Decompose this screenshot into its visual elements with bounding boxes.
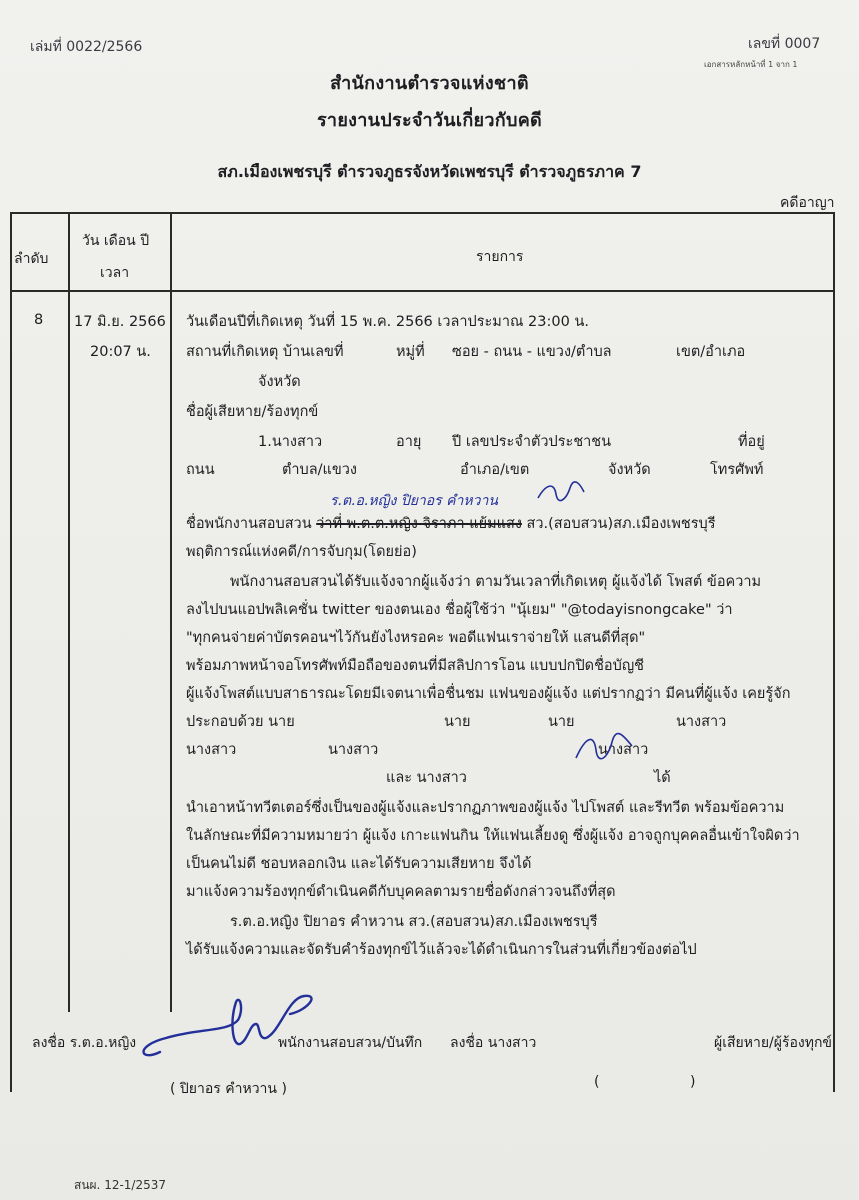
book-number: เล่มที่ 0022/2566: [30, 39, 143, 55]
victim-phone: โทรศัพท์: [710, 462, 764, 478]
place-district: เขต/อำเภอ: [676, 344, 746, 360]
summary-line-8: เป็นคนไม่ดี ชอบหลอกเงิน และได้รับความเสียหาย จึงได้: [186, 856, 532, 872]
summary-label: พฤติการณ์แห่งคดี/การจับกุม(โดยย่อ): [186, 544, 417, 560]
column-items-header: รายการ: [476, 249, 524, 265]
officer-position: สว.(สอบสวน)สภ.เมืองเพชรบุรี: [526, 516, 716, 532]
form-code: สนผ. 12-1/2537: [74, 1178, 167, 1192]
victim-id: ปี เลขประจำตัวประชาชน: [452, 434, 612, 450]
accused-miss-1: นางสาว: [676, 714, 727, 730]
officer-line: ร.ต.อ.หญิง ปิยาอร คำหวาน สว.(สอบสวน)สภ.เมืองเพชรบุรี: [230, 914, 598, 930]
place-soi-road: ซอย - ถนน - แขวง/ตำบล: [452, 344, 612, 360]
accused-miss-2: นางสาว: [186, 742, 237, 758]
victim-district: อำเภอ/เขต: [460, 462, 530, 478]
incident-datetime: วันเดือนปีที่เกิดเหตุ วันที่ 15 พ.ค. 2566 เวลาประมาณ 23:00 น.: [186, 314, 589, 330]
officer-printed-name: ( ปิยาอร คำหวาน ): [170, 1081, 287, 1097]
table-left-border: [10, 212, 12, 1092]
row-time: 20:07 น.: [90, 344, 151, 360]
accused-did: ได้: [654, 770, 671, 786]
accused-intro: ประกอบด้วย นาย: [186, 714, 295, 730]
accused-last: และ นางสาว: [386, 770, 467, 786]
table-header-border: [10, 290, 834, 292]
accused-miss-3: นางสาว: [328, 742, 379, 758]
report-title: รายงานประจำวันเกี่ยวกับคดี: [316, 110, 543, 131]
initial-signature: [536, 480, 586, 504]
column-time-header: เวลา: [100, 265, 130, 281]
victim-age: อายุ: [396, 434, 422, 450]
officer-sign-label: ลงชื่อ ร.ต.อ.หญิง: [32, 1035, 137, 1051]
station-name: สภ.เมืองเพชรบุรี ตำรวจภูธรจังหวัดเพชรบุรี ตำรวจภูธรภาค 7: [217, 162, 642, 181]
summary-line-5: ผู้แจ้งโพสต์แบบสาธารณะโดยมีเจตนาเพื่อชื่นชม แฟนของผู้แจ้ง แต่ปรากฏว่า มีคนที่ผู้แจ้ง เคยรู้จัก: [186, 686, 791, 702]
officer-label: ชื่อพนักงานสอบสวน: [186, 516, 312, 532]
victim-role: ผู้เสียหาย/ผู้ร้องทุกข์: [714, 1035, 832, 1051]
victim-name-close: ): [690, 1074, 696, 1090]
table-top-border: [10, 212, 834, 214]
victim-subdistrict: ตำบล/แขวง: [282, 462, 358, 478]
case-type: คดีอาญา: [780, 195, 835, 211]
officer-signature: [120, 980, 340, 1070]
handwritten-correction: ร.ต.อ.หญิง ปิยาอร คำหวาน: [330, 493, 498, 509]
table-right-border: [833, 212, 835, 1092]
row-number: 8: [34, 312, 44, 328]
page-note: เอกสารหลักหน้าที่ 1 จาก 1: [704, 60, 798, 69]
document-number: เลขที่ 0007: [748, 36, 821, 52]
summary-line-1: พนักงานสอบสวนได้รับแจ้งจากผู้แจ้งว่า ตามวันเวลาที่เกิดเหตุ ผู้แจ้งได้ โพสต์ ข้อความ: [230, 574, 762, 590]
place-province: จังหวัด: [258, 374, 301, 390]
summary-line-9: มาแจ้งความร้องทุกข์ดำเนินคดีกับบุคคลตามรายชื่อดังกล่าวจนถึงที่สุด: [186, 884, 616, 900]
victim-name: 1.นางสาว: [258, 434, 323, 450]
column-date-header: วัน เดือน ปี: [82, 233, 150, 249]
table-col2-border: [170, 212, 172, 1012]
agency-title: สำนักงานตำรวจแห่งชาติ: [330, 73, 529, 94]
closing-statement: ได้รับแจ้งความและจัดรับคำร้องทุกข์ไว้แล้วจะได้ดำเนินการในส่วนที่เกี่ยวข้องต่อไป: [186, 942, 697, 958]
victim-sign-label: ลงชื่อ นางสาว: [450, 1035, 537, 1051]
victim-address: ที่อยู่: [738, 434, 765, 450]
officer-role: พนักงานสอบสวน/บันทึก: [278, 1035, 423, 1051]
place-house-no: สถานที่เกิดเหตุ บ้านเลขที่: [186, 344, 344, 360]
accused-mr-2: นาย: [548, 714, 575, 730]
summary-line-6: นำเอาหน้าทวีตเตอร์ซึ่งเป็นของผู้แจ้งและปรากฏภาพของผู้แจ้ง ไปโพสต์ และรีทวีต พร้อมข้อความ: [186, 800, 785, 816]
summary-line-7: ในลักษณะที่มีความหมายว่า ผู้แจ้ง เกาะแฟนกิน ให้แฟนเลี้ยงดู ซึ่งผู้แจ้ง อาจถูกบุคคลอื่นเข้าใจผิดว่า: [186, 828, 800, 844]
victim-name-open: (: [594, 1074, 600, 1090]
row-date: 17 มิ.ย. 2566: [74, 314, 166, 330]
place-moo: หมู่ที่: [396, 344, 425, 360]
summary-line-3: "ทุกคนจ่ายค่าบัตรคอนฯไว้กันยังไงหรอคะ พอดีแฟนเราจ่ายให้ แสนดีที่สุด": [186, 630, 646, 646]
column-order-header: ลำดับ: [14, 251, 49, 267]
victim-label: ชื่อผู้เสียหาย/ร้องทุกข์: [186, 404, 319, 420]
table-col1-border: [68, 212, 70, 1012]
initial-signature-2: [572, 728, 636, 772]
accused-miss-4: นางสาว: [598, 742, 649, 758]
victim-road: ถนน: [186, 462, 215, 478]
summary-line-4: พร้อมภาพหน้าจอโทรศัพท์มือถือของตนที่มีสลิปการโอน แบบปกปิดชื่อบัญชี: [186, 658, 645, 674]
victim-province: จังหวัด: [608, 462, 651, 478]
accused-mr-1: นาย: [444, 714, 471, 730]
officer-struck-name: ว่าที่ พ.ต.ต.หญิง จิราภา แย้มแสง: [316, 516, 522, 532]
summary-line-2: ลงไปบนแอปพลิเคชั่น twitter ของตนเอง ชื่อผู้ใช้ว่า "นุ้เยม" "@todayisnongcake" ว่า: [186, 602, 733, 618]
officer-name-line: [186, 512, 716, 535]
